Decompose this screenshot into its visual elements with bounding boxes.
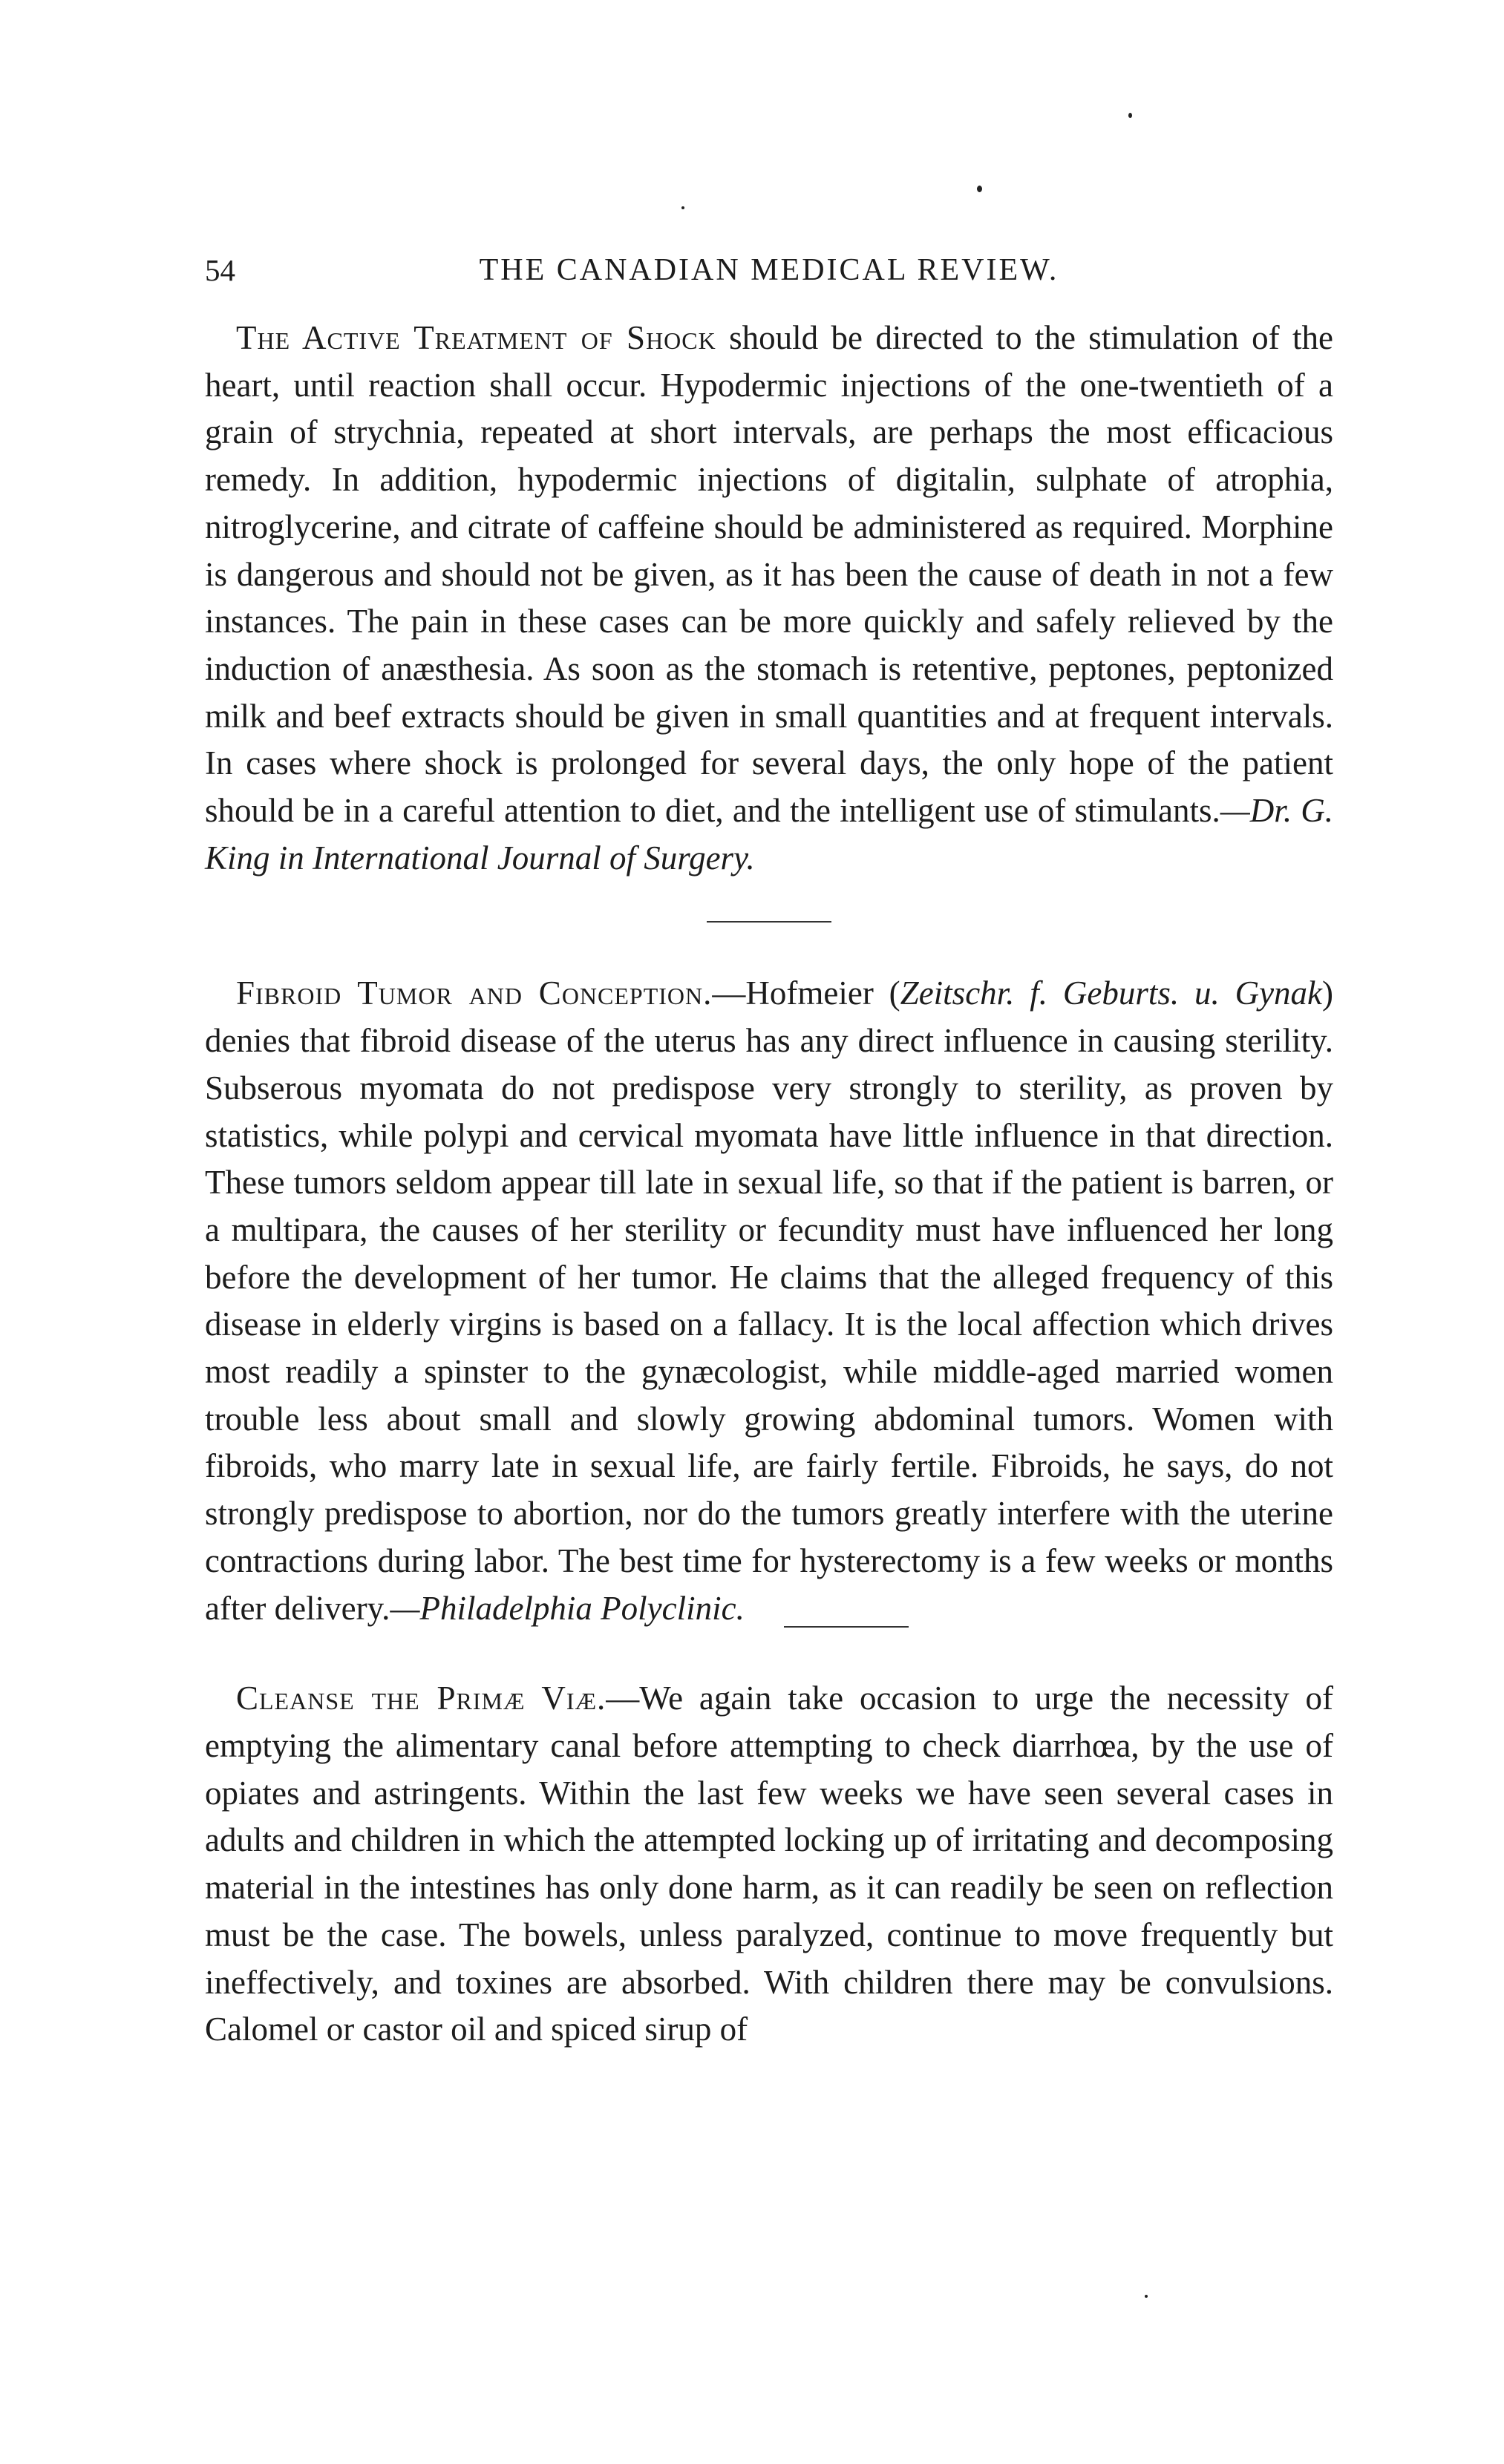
article-fibroid <box>205 970 1333 1632</box>
article-intro: —Hofmeier ( <box>712 974 900 1012</box>
running-header <box>205 248 1333 292</box>
article-text: —We again take occasion to urge the necessity of emptying the alimentary canal before attempting to check diarrhœa, by the use of opiates and astringents. Within the last few weeks we have seen several cases in adults and children in which the attempted locking up of irritating and decomposing material in the intestines has only done harm, as it can readily be seen on reflection must be the case. The bowels, unless paralyzed, continue to move frequently but ineffectively, and toxines are absorbed. With children there may be convulsions. Calomel or castor oil and spiced sirup of <box>205 1680 1333 2048</box>
article-source: —Philadelphia Polyclinic. <box>390 1589 745 1627</box>
article-heading: Cleanse the Primæ Viæ. <box>236 1680 606 1717</box>
journal-title: THE CANADIAN MEDICAL REVIEW. <box>479 253 1059 287</box>
cited-journal: Zeitschr. f. Geburts. u. Gynak <box>900 974 1323 1012</box>
article-body <box>205 315 1333 2054</box>
article-text: should be directed to the stimulation of the heart, until reaction shall occur. Hypodermic injections of the one-twentieth of a grain of strychnia, repeated at short intervals, are perhaps the most efficacious remedy. In addition, hypodermic injections of digitalin, sulphate of atrophia, nitroglycerine, and citrate of caffeine should be administered as required. Morphine is dangerous and should not be given, as it has been the cause of death in not a few instances. The pain in these cases can be more quickly and safely relieved by the induction of anæsthesia. As soon as the stomach is retentive, peptones, peptonized milk and beef extracts should be given in small quantities and at frequent intervals. In cases where shock is prolonged for several days, the only hope of the patient should be in a careful attention to diet, and the intelligent use of stimulants. <box>205 319 1333 830</box>
article-text: ) denies that fibroid disease of the uterus has any direct influence in causing sterility. Subserous myomata do not predispose very strongly to sterility, as proven by statistics, while polypi and cervical myomata have little influence in that direction. These tumors seldom appear till late in sexual life, so that if the patient is barren, or a multipara, the causes of her sterility or fecundity must have influenced her long before the development of her tumor. He claims that the alleged frequency of this disease in elderly virgins is based on a fallacy. It is the local affection which drives most readily a spinster to the gynæcologist, while middle-aged married women trouble less about small and slowly growing abdominal tumors. Women with fibroids, who marry late in sexual life, are fairly fertile. Fibroids, he says, do not strongly predispose to abortion, nor do the tumors greatly interfere with the uterine contractions during labor. The best time for hysterectomy is a few weeks or months after delivery. <box>205 974 1334 1627</box>
article-source: —Dr. G. King in International Journal of Surgery. <box>205 792 1333 877</box>
article-primae-viae <box>205 1675 1333 2054</box>
section-divider <box>784 1626 909 1628</box>
article-heading: The Active Treatment of Shock <box>236 319 716 356</box>
page-number: 54 <box>205 253 235 287</box>
section-divider <box>707 921 831 923</box>
article-shock <box>205 315 1333 882</box>
article-heading: Fibroid Tumor and Conception. <box>236 974 713 1012</box>
